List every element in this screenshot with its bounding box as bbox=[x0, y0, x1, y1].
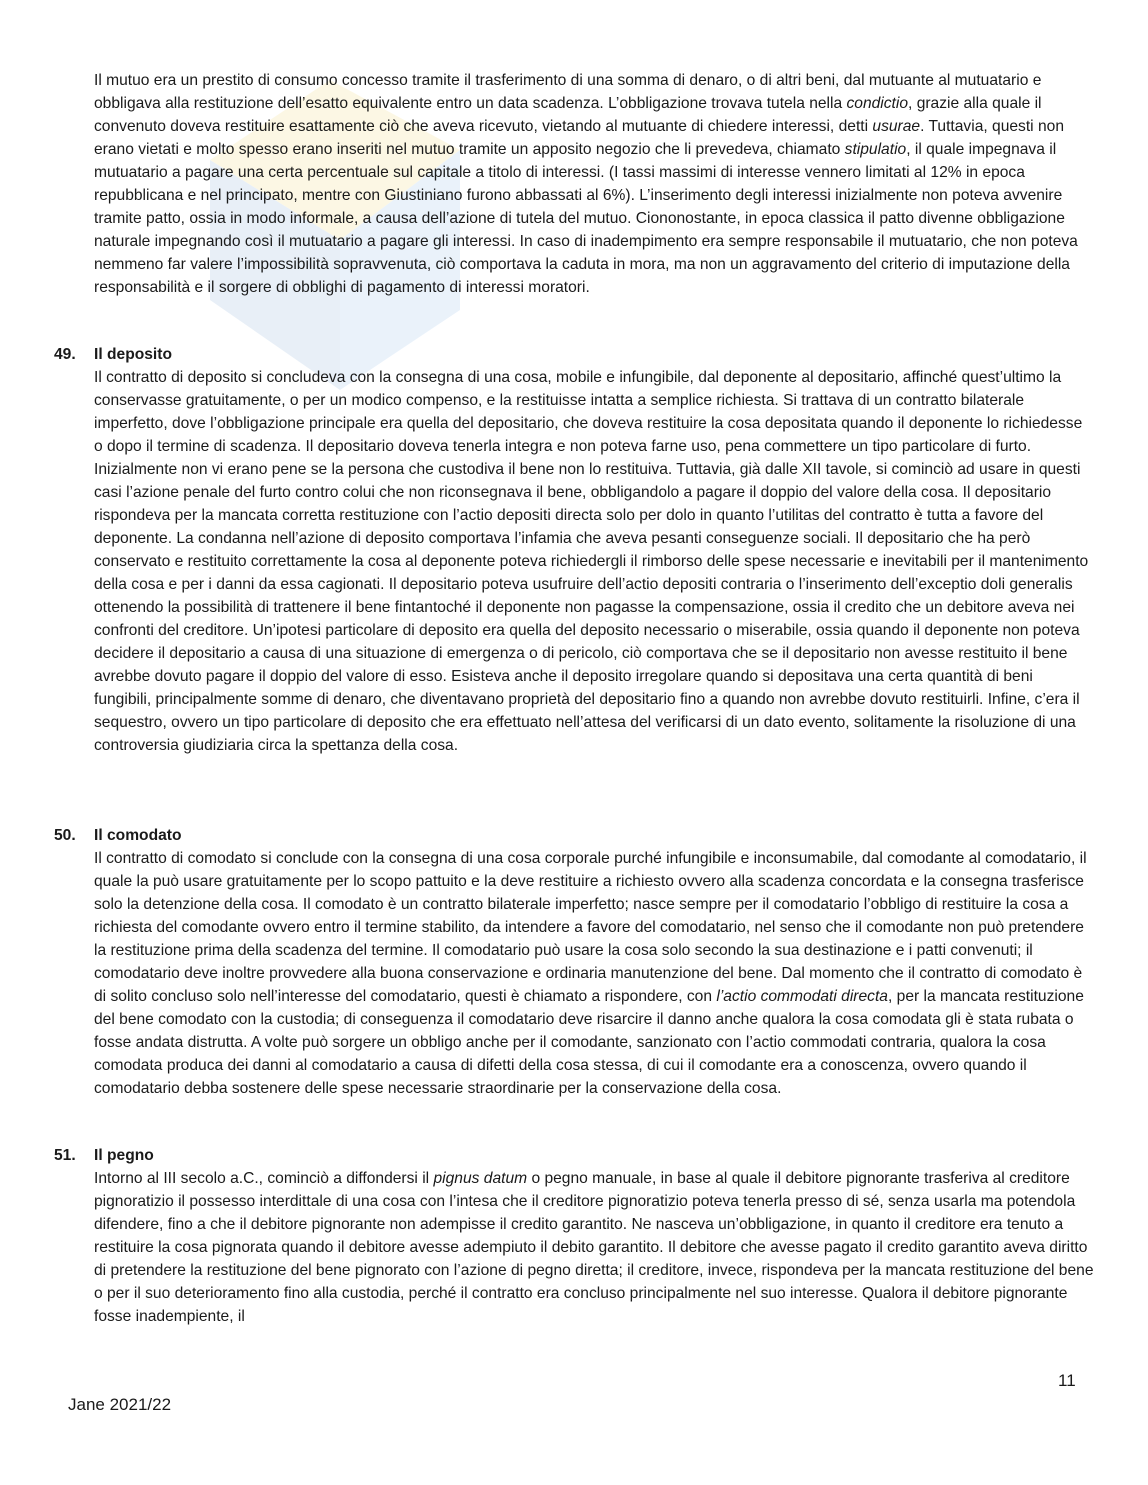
section-heading-deposito bbox=[54, 343, 172, 366]
section-heading-comodato bbox=[54, 824, 182, 847]
section-text-comodato: Il contratto di comodato si conclude con la consegna di una cosa corporale purché infungibile e inconsumabile, dal comodante al comodatario, il quale la può usare gratuitamente per lo scopo pattuito e la deve restituire a richiesto ovvero alla scadenza concordata e la consegna trasferisce solo la detenzione della cosa. Il comodato è un contratto bilaterale imperfetto; nasce sempre per il comodatario l’obbligo di restituire la cosa a richiesta del comodante ovvero entro il termine stabilito, da intendere a favore del comodatario, nel senso che il comodante non può pretendere la restituzione prima della scadenza del termine. Il comodatario può usare la cosa solo secondo la sua destinazione e i patti convenuti; il comodatario deve inoltre provvedere alla buona conservazione e ordinaria manutenzione del bene. Dal momento che il contratto di comodato è di solito concluso solo nell’interesse del comodatario, questi è chiamato a rispondere, con l’actio commodati directa, per la mancata restituzione del bene comodato con la custodia; di conseguenza il comodatario deve risarcire il danno anche qualora la cosa comodata gli è stata rubata o fosse andata distrutta. A volte può sorgere un obbligo anche per il comodante, sanzionato con l’actio commodati contraria, qualora la cosa comodata produca dei danni al comodatario a causa di difetti della cosa stessa, di cui il comodante era a conoscenza, ovvero quando il comodatario debba sostenere delle spese necessarie straordinarie per la conservazione della cosa. bbox=[94, 850, 1087, 1097]
intro-paragraph: Il mutuo era un prestito di consumo concesso tramite il trasferimento di una somma di denaro, o di altri beni, dal mutuante al mutuatario e obbligava alla restituzione dell’esatto equivalente entro un data scadenza. L’obbligazione trovava tutela nella condictio, grazie alla quale il convenuto doveva restituire esattamente ciò che aveva ricevuto, vietando al mutuante di chiedere interessi, detti usurae. Tuttavia, questi non erano vietati e molto spesso erano inseriti nel mutuo tramite un apposito negozio che li prevedeva, chiamato stipulatio, il quale impegnava il mutuatario a pagare una certa percentuale sul capitale a titolo di interessi. (I tassi massimi di interesse vennero limitati al 12% in epoca repubblicana e nel principato, mentre con Giustiniano furono abbassati al 6%). L’inserimento degli interessi inizialmente non poteva avvenire tramite patto, ossia in modo informale, a causa dell’azione di tutela del mutuo. Ciononostante, in epoca classica il patto divenne obbligazione naturale impegnando così il mutuatario a pagare gli interessi. In caso di inadempimento era sempre responsabile il mutuatario, che non poteva nemmeno far valere l’impossibilità sopravvenuta, ciò comportava la caduta in mora, ma non un aggravamento del criterio di imputazione della responsabilità e il sorgere di obblighi di pagamento di interessi moratori. bbox=[94, 72, 1078, 296]
page-number: 11 bbox=[1058, 1371, 1076, 1390]
term-usurae: usurae bbox=[872, 118, 921, 135]
term-actio-commodati-directa: l’actio commodati directa bbox=[716, 988, 888, 1005]
term-pignus-datum: pignus datum bbox=[433, 1170, 528, 1187]
footer-label: Jane 2021/22 bbox=[68, 1395, 172, 1414]
section-number: 51. bbox=[54, 1147, 76, 1164]
section-number: 50. bbox=[54, 827, 76, 844]
section-title: Il deposito bbox=[94, 346, 172, 363]
term-condictio: condictio bbox=[846, 95, 909, 112]
section-title: Il comodato bbox=[94, 827, 182, 844]
section-heading-pegno bbox=[54, 1144, 154, 1167]
section-text-pegno: Intorno al III secolo a.C., cominciò a diffondersi il pignus datum o pegno manuale, in base al quale il debitore pignorante trasferiva al creditore pignoratizio il possesso interdittale di una cosa con l’intesa che il creditore pignoratizio poteva tenerla presso di sé, senza usarla ma potendola difendere, fino a che il debitore pignorante non adempisse il credito garantito. Ne nasceva un’obbligazione, in quanto il creditore era tenuto a restituire la cosa pignorata quando il debitore avesse adempiuto il debito garantito. Il debitore che avesse pagato il credito garantito aveva diritto di pretendere la restituzione del bene pignorato con l’azione di pegno diretta; il creditore, invece, rispondeva per la mancata restituzione del bene o per il suo deterioramento fino alla custodia, perché il contratto era concluso principalmente nel suo interesse. Qualora il debitore pignorante fosse inadempiente, il bbox=[94, 1170, 1094, 1325]
section-title: Il pegno bbox=[94, 1147, 154, 1164]
section-number: 49. bbox=[54, 346, 76, 363]
section-text-deposito: Il contratto di deposito si concludeva con la consegna di una cosa, mobile e infungibile, dal deponente al depositario, affinché quest’ultimo la conservasse gratuitamente, o per un modico compenso, e la restituisse intatta a semplice richiesta. Si trattava di un contratto bilaterale imperfetto, dove l’obbligazione principale era quella del depositario, che doveva restituire la cosa depositata quando il deponente lo richiedesse o dopo il termine di scadenza. Il depositario doveva tenerla integra e non poteva farne uso, pena commettere un tipo particolare di furto. Inizialmente non vi erano pene se la persona che custodiva il bene non lo restituiva. Tuttavia, già dalle XII tavole, si cominciò ad usare in questi casi l’azione penale del furto contro colui che non riconsegnava il bene, obbligandolo a pagare il doppio del valore della cosa. Il depositario rispondeva per la mancata corretta restituzione con l’actio depositi directa solo per dolo in quanto l’utilitas del contratto è tutta a favore del deponente. La condanna nell’azione di deposito comportava l’infamia che aveva pesanti conseguenze sociali. Il depositario che ha però conservato e restituito correttamente la cosa al deponente poteva richiedergli il rimborso delle spese necessarie e inevitabili per il mantenimento della cosa e per i danni da essa cagionati. Il depositario poteva usufruire dell’actio depositi contraria o l’inserimento dell’exceptio doli generalis ottenendo la possibilità di trattenere il bene fintantoché il deponente non pagasse la compensazione, ossia il credito che un debitore aveva nei confronti del creditore. Un’ipotesi particolare di deposito era quella del deposito necessario o miserabile, ossia quando il deponente non poteva decidere il depositario a causa di una situazione di emergenza o di pericolo, ciò comportava che se il depositario non avesse restituito il bene avrebbe dovuto pagare il doppio del valore di esso. Esisteva anche il deposito irregolare quando si depositava una certa quantità di beni fungibili, principalmente somme di denaro, che diventavano proprietà del depositario fino a quando non avrebbe dovuto restituirli. Infine, c’era il sequestro, ovvero un tipo particolare di deposito che era effettuato nell’attesa del verificarsi di un dato evento, solitamente la risoluzione di una controversia giudiziaria circa la spettanza della cosa. bbox=[94, 369, 1089, 754]
term-stipulatio: stipulatio bbox=[844, 141, 907, 158]
